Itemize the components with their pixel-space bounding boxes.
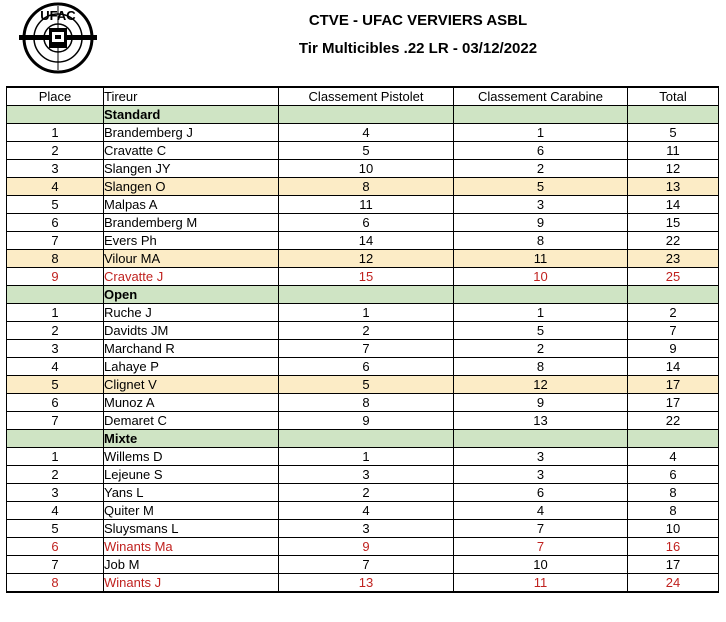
table-row xyxy=(7,538,719,556)
place-cell: 7 xyxy=(7,412,104,430)
place-cell: 5 xyxy=(7,376,104,394)
shooter-name-cell: Cravatte J xyxy=(104,268,279,286)
group-empty-cell xyxy=(279,430,454,448)
place-cell: 8 xyxy=(7,574,104,593)
carabine-rank-cell: 4 xyxy=(454,502,628,520)
pistolet-rank-cell: 7 xyxy=(279,556,454,574)
total-cell: 17 xyxy=(628,556,719,574)
pistolet-rank-cell: 15 xyxy=(279,268,454,286)
group-row xyxy=(7,106,719,124)
shooter-name-cell: Ruche J xyxy=(104,304,279,322)
place-cell: 6 xyxy=(7,538,104,556)
carabine-rank-cell: 1 xyxy=(454,304,628,322)
shooter-name-cell: Vilour MA xyxy=(104,250,279,268)
total-cell: 4 xyxy=(628,448,719,466)
table-row xyxy=(7,358,719,376)
group-empty-cell xyxy=(628,430,719,448)
pistolet-rank-cell: 8 xyxy=(279,394,454,412)
shooter-name-cell: Munoz A xyxy=(104,394,279,412)
place-cell: 3 xyxy=(7,160,104,178)
table-row xyxy=(7,484,719,502)
pistolet-rank-cell: 6 xyxy=(279,214,454,232)
place-cell: 5 xyxy=(7,196,104,214)
table-row xyxy=(7,376,719,394)
table-row xyxy=(7,268,719,286)
table-row xyxy=(7,232,719,250)
group-label: Standard xyxy=(104,106,279,124)
carabine-rank-cell: 5 xyxy=(454,178,628,196)
carabine-rank-cell: 9 xyxy=(454,214,628,232)
carabine-rank-cell: 13 xyxy=(454,412,628,430)
table-row xyxy=(7,250,719,268)
pistolet-rank-cell: 14 xyxy=(279,232,454,250)
shooter-name-cell: Winants Ma xyxy=(104,538,279,556)
table-row xyxy=(7,412,719,430)
shooter-name-cell: Winants J xyxy=(104,574,279,593)
carabine-rank-cell: 6 xyxy=(454,484,628,502)
carabine-rank-cell: 7 xyxy=(454,520,628,538)
shooter-name-cell: Davidts JM xyxy=(104,322,279,340)
total-cell: 8 xyxy=(628,502,719,520)
shooter-name-cell: Brandemberg J xyxy=(104,124,279,142)
group-empty-cell xyxy=(7,430,104,448)
carabine-rank-cell: 8 xyxy=(454,358,628,376)
carabine-rank-cell: 3 xyxy=(454,196,628,214)
place-cell: 4 xyxy=(7,358,104,376)
total-cell: 25 xyxy=(628,268,719,286)
place-cell: 4 xyxy=(7,502,104,520)
table-row xyxy=(7,160,719,178)
shooter-name-cell: Lahaye P xyxy=(104,358,279,376)
total-cell: 17 xyxy=(628,394,719,412)
group-row xyxy=(7,430,719,448)
table-row xyxy=(7,196,719,214)
carabine-rank-cell: 5 xyxy=(454,322,628,340)
place-cell: 1 xyxy=(7,304,104,322)
carabine-rank-cell: 3 xyxy=(454,466,628,484)
pistolet-rank-cell: 6 xyxy=(279,358,454,376)
shooter-name-cell: Clignet V xyxy=(104,376,279,394)
pistolet-rank-cell: 7 xyxy=(279,340,454,358)
pistolet-rank-cell: 3 xyxy=(279,520,454,538)
carabine-rank-cell: 11 xyxy=(454,250,628,268)
pistolet-rank-cell: 4 xyxy=(279,124,454,142)
total-cell: 17 xyxy=(628,376,719,394)
carabine-rank-cell: 11 xyxy=(454,574,628,593)
carabine-rank-cell: 9 xyxy=(454,394,628,412)
table-row xyxy=(7,322,719,340)
place-cell: 1 xyxy=(7,124,104,142)
shooter-name-cell: Willems D xyxy=(104,448,279,466)
group-empty-cell xyxy=(454,106,628,124)
group-empty-cell xyxy=(279,106,454,124)
carabine-rank-cell: 7 xyxy=(454,538,628,556)
place-cell: 5 xyxy=(7,520,104,538)
shooter-name-cell: Slangen JY xyxy=(104,160,279,178)
pistolet-rank-cell: 10 xyxy=(279,160,454,178)
pistolet-rank-cell: 8 xyxy=(279,178,454,196)
table-row xyxy=(7,124,719,142)
shooter-name-cell: Cravatte C xyxy=(104,142,279,160)
results-table xyxy=(6,86,719,593)
carabine-rank-cell: 12 xyxy=(454,376,628,394)
carabine-rank-cell: 1 xyxy=(454,124,628,142)
place-cell: 2 xyxy=(7,322,104,340)
place-cell: 9 xyxy=(7,268,104,286)
pistolet-rank-cell: 12 xyxy=(279,250,454,268)
total-cell: 22 xyxy=(628,232,719,250)
col-header-total: Total xyxy=(628,87,719,106)
group-label: Open xyxy=(104,286,279,304)
total-cell: 15 xyxy=(628,214,719,232)
group-label: Mixte xyxy=(104,430,279,448)
total-cell: 14 xyxy=(628,358,719,376)
total-cell: 2 xyxy=(628,304,719,322)
total-cell: 9 xyxy=(628,340,719,358)
pistolet-rank-cell: 5 xyxy=(279,142,454,160)
total-cell: 14 xyxy=(628,196,719,214)
place-cell: 6 xyxy=(7,214,104,232)
pistolet-rank-cell: 2 xyxy=(279,322,454,340)
results-table-body xyxy=(7,87,719,592)
table-row xyxy=(7,394,719,412)
logo-text: UFAC xyxy=(40,8,76,23)
carabine-rank-cell: 6 xyxy=(454,142,628,160)
table-row xyxy=(7,466,719,484)
pistolet-rank-cell: 1 xyxy=(279,304,454,322)
shooter-name-cell: Malpas A xyxy=(104,196,279,214)
shooter-name-cell: Sluysmans L xyxy=(104,520,279,538)
shooter-name-cell: Demaret C xyxy=(104,412,279,430)
table-row xyxy=(7,448,719,466)
carabine-rank-cell: 2 xyxy=(454,340,628,358)
pistolet-rank-cell: 5 xyxy=(279,376,454,394)
total-cell: 5 xyxy=(628,124,719,142)
group-empty-cell xyxy=(628,286,719,304)
group-empty-cell xyxy=(279,286,454,304)
shooter-name-cell: Brandemberg M xyxy=(104,214,279,232)
table-row xyxy=(7,214,719,232)
page-subtitle: Tir Multicibles .22 LR - 03/12/2022 xyxy=(298,40,538,57)
group-empty-cell xyxy=(628,106,719,124)
table-row xyxy=(7,502,719,520)
carabine-rank-cell: 10 xyxy=(454,268,628,286)
carabine-rank-cell: 8 xyxy=(454,232,628,250)
col-header-place: Place xyxy=(7,87,104,106)
pistolet-rank-cell: 4 xyxy=(279,502,454,520)
total-cell: 24 xyxy=(628,574,719,593)
col-header-pistolet: Classement Pistolet xyxy=(279,87,454,106)
group-row xyxy=(7,286,719,304)
col-header-carabine: Classement Carabine xyxy=(454,87,628,106)
pistolet-rank-cell: 9 xyxy=(279,538,454,556)
table-row xyxy=(7,142,719,160)
place-cell: 3 xyxy=(7,484,104,502)
shooter-name-cell: Quiter M xyxy=(104,502,279,520)
pistolet-rank-cell: 11 xyxy=(279,196,454,214)
pistolet-rank-cell: 9 xyxy=(279,412,454,430)
group-empty-cell xyxy=(454,286,628,304)
total-cell: 11 xyxy=(628,142,719,160)
place-cell: 6 xyxy=(7,394,104,412)
pistolet-rank-cell: 3 xyxy=(279,466,454,484)
page-title: CTVE - UFAC VERVIERS ASBL xyxy=(308,12,528,29)
group-empty-cell xyxy=(7,106,104,124)
place-cell: 8 xyxy=(7,250,104,268)
place-cell: 7 xyxy=(7,232,104,250)
table-row xyxy=(7,520,719,538)
total-cell: 13 xyxy=(628,178,719,196)
group-empty-cell xyxy=(454,430,628,448)
place-cell: 3 xyxy=(7,340,104,358)
table-row xyxy=(7,178,719,196)
group-empty-cell xyxy=(7,286,104,304)
col-header-tireur: Tireur xyxy=(104,87,279,106)
table-row xyxy=(7,340,719,358)
header-row xyxy=(7,87,719,106)
total-cell: 6 xyxy=(628,466,719,484)
carabine-rank-cell: 2 xyxy=(454,160,628,178)
total-cell: 16 xyxy=(628,538,719,556)
total-cell: 23 xyxy=(628,250,719,268)
total-cell: 8 xyxy=(628,484,719,502)
table-row xyxy=(7,556,719,574)
total-cell: 10 xyxy=(628,520,719,538)
table-row xyxy=(7,304,719,322)
shooter-name-cell: Yans L xyxy=(104,484,279,502)
place-cell: 2 xyxy=(7,142,104,160)
place-cell: 4 xyxy=(7,178,104,196)
pistolet-rank-cell: 2 xyxy=(279,484,454,502)
shooter-name-cell: Evers Ph xyxy=(104,232,279,250)
total-cell: 7 xyxy=(628,322,719,340)
place-cell: 1 xyxy=(7,448,104,466)
place-cell: 2 xyxy=(7,466,104,484)
total-cell: 22 xyxy=(628,412,719,430)
shooter-name-cell: Lejeune S xyxy=(104,466,279,484)
shooter-name-cell: Job M xyxy=(104,556,279,574)
carabine-rank-cell: 10 xyxy=(454,556,628,574)
shooter-name-cell: Marchand R xyxy=(104,340,279,358)
pistolet-rank-cell: 13 xyxy=(279,574,454,593)
carabine-rank-cell: 3 xyxy=(454,448,628,466)
shooter-name-cell: Slangen O xyxy=(104,178,279,196)
table-row xyxy=(7,574,719,593)
total-cell: 12 xyxy=(628,160,719,178)
place-cell: 7 xyxy=(7,556,104,574)
pistolet-rank-cell: 1 xyxy=(279,448,454,466)
